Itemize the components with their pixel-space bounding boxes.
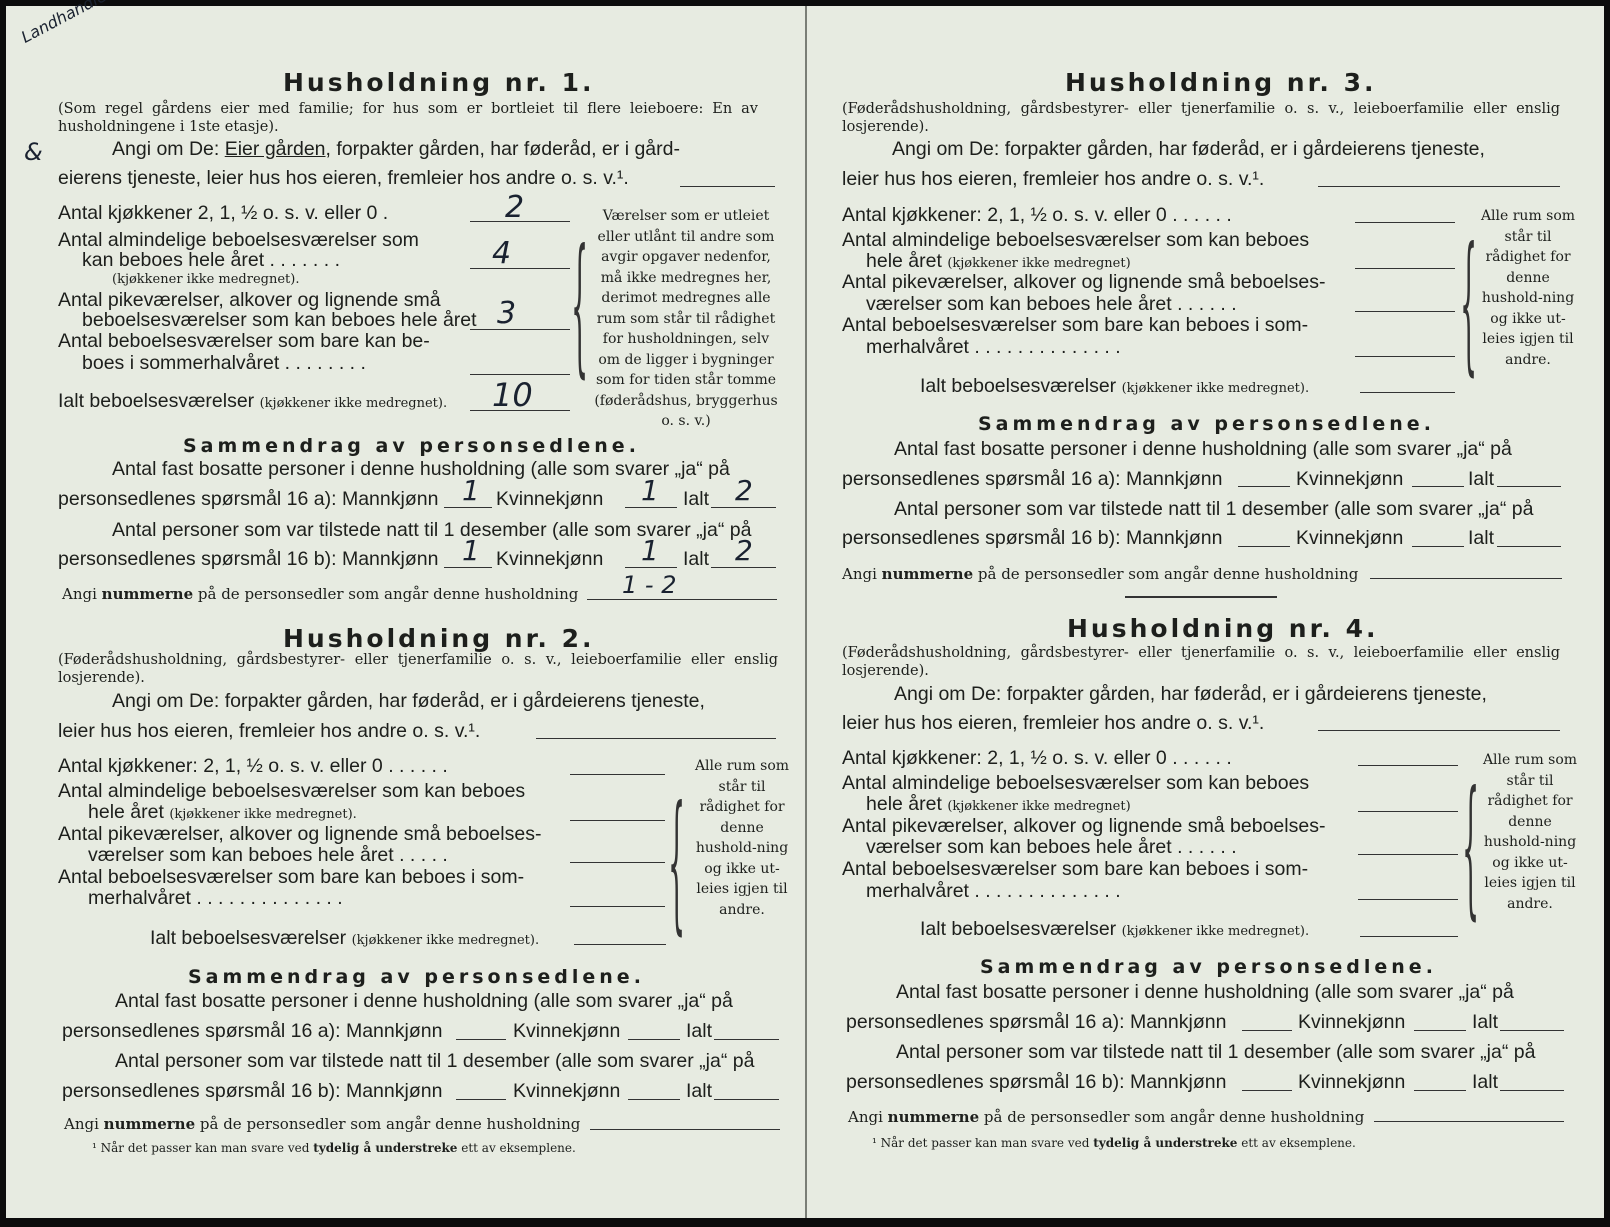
h1-fast-kvinne-value: 1 <box>641 474 659 507</box>
h3-kjokkener-label: Antal kjøkkener: 2, 1, ½ o. s. v. eller 0 . . . . . . <box>842 204 1232 226</box>
h2-tilst-kvinne-label: Kvinnekjønn <box>513 1080 621 1102</box>
h2-nummer-pre: Angi <box>64 1115 104 1133</box>
h4-pike-line2: værelser som kan beboes hele året . . . . . . <box>866 836 1237 858</box>
h4-summary-title: Sammendrag av personsedlene. <box>980 956 1437 978</box>
h4-alm-pre: hele året <box>866 793 948 815</box>
h3-tilst-mann-rule <box>1238 546 1290 547</box>
h4-angi-line2: leier hus hos eieren, fremleier hos andre o. s. v.¹. <box>842 712 1265 734</box>
h3-tilst-kvinne-label: Kvinnekjønn <box>1296 527 1404 549</box>
h2-sommer-line1: Antal beboelsesværelser som bare kan beboes i som- <box>58 866 525 888</box>
h1-nummer-bold: nummerne <box>101 585 194 603</box>
h3-side-note: Alle rum som står til rådighet for denne hushold-ning og ikke ut-leies igjen til andre. <box>1480 208 1576 368</box>
h2-fast-ialt-rule <box>714 1039 779 1040</box>
h4-ialt-line <box>920 918 1309 943</box>
h3-fast-kvinne-rule <box>1412 486 1464 487</box>
h1-fast-label: personsedlenes spørsmål 16 a): Mannkjønn <box>58 488 439 510</box>
h2-nummer-line <box>64 1113 580 1135</box>
h2-footnote <box>92 1141 576 1155</box>
h2-ialt-note: (kjøkkener ikke medregnet). <box>351 933 540 948</box>
h1-alm-line1: Antal almindelige beboelsesværelser som <box>58 229 419 251</box>
h2-fast-line2: personsedlenes spørsmål 16 a): Mannkjønn <box>62 1020 443 1042</box>
h4-alm-note: (kjøkkener ikke medregnet) <box>947 799 1131 814</box>
h4-note: (Føderådshusholdning, gårdsbestyrer- eller tjenerfamilie o. s. v., leieboerfamilie eller enslig losjerende). <box>842 645 1560 679</box>
h2-alm-note: (kjøkkener ikke medregnet). <box>169 807 357 822</box>
h1-alm-rule <box>470 268 570 269</box>
h1-kjokkener-value: 2 <box>505 190 525 225</box>
h2-sommer-line2: merhalvåret . . . . . . . . . . . . . . <box>88 887 343 909</box>
h1-angi-pre: Angi om De: <box>112 138 225 160</box>
h3-sommer-line2: merhalvåret . . . . . . . . . . . . . . <box>866 336 1121 358</box>
h2-tilst-line1: Antal personer som var tilstede natt til 1 desember (alle som svarer „ja“ på <box>115 1050 755 1072</box>
h3-kjokkener-rule <box>1355 222 1455 223</box>
h1-tilst-kvinne-rule <box>625 567 677 568</box>
h2-angi-rule <box>536 738 776 739</box>
h2-pike-rule <box>570 862 665 863</box>
h2-ialt-line <box>150 927 539 952</box>
h2-footnote-bold: tydelig å understreke <box>313 1141 458 1155</box>
h3-tilst-kvinne-rule <box>1412 546 1464 547</box>
h2-kjokkener-rule <box>570 774 665 775</box>
h4-tilst-line1: Antal personer som var tilstede natt til 1 desember (alle som svarer „ja“ på <box>896 1041 1536 1063</box>
h2-tilst-ialt-label: Ialt <box>686 1080 713 1102</box>
h4-nummer-pre: Angi <box>848 1108 888 1126</box>
h4-sommer-line1: Antal beboelsesværelser som bare kan beboes i som- <box>842 858 1309 880</box>
h1-angi-line1 <box>112 138 680 160</box>
h2-footnote-post: ett av eksemplene. <box>457 1141 576 1155</box>
h2-pike-line1: Antal pikeværelser, alkover og lignende små beboelses- <box>58 823 542 845</box>
h3-h4-divider <box>1125 596 1277 598</box>
h1-tilst-ialt-value: 2 <box>735 534 753 567</box>
h4-nummer-line <box>848 1106 1364 1128</box>
h1-summary-title: Sammendrag av personsedlene. <box>183 435 640 457</box>
h4-tilst-line2: personsedlenes spørsmål 16 b): Mannkjønn <box>846 1071 1227 1093</box>
h1-fast-kvinne-rule <box>625 507 677 508</box>
h4-ialt-label: Ialt beboelsesværelser <box>920 918 1117 940</box>
h4-sommer-rule <box>1358 899 1458 900</box>
h4-fast-kvinne-label: Kvinnekjønn <box>1298 1011 1406 1033</box>
h3-nummer-pre: Angi <box>842 565 882 583</box>
h3-summary-title: Sammendrag av personsedlene. <box>978 413 1435 435</box>
h4-nummer-bold: nummerne <box>887 1108 980 1126</box>
h2-title: Husholdning nr. 2. <box>283 624 595 653</box>
h1-tilst-kvinne-label: Kvinnekjønn <box>496 548 604 570</box>
h1-tilst-ialt-rule <box>711 567 776 568</box>
h1-sommer-rule <box>470 374 570 375</box>
h1-fast-line1: Antal fast bosatte personer i denne husholdning (alle som svarer „ja“ på <box>112 458 730 480</box>
h4-angi-line1: Angi om De: forpakter gården, har føderåd, er i gårdeierens tjeneste, <box>894 683 1487 705</box>
h1-pike-line2: beboelsesværelser som kan beboes hele året <box>82 309 477 331</box>
h3-alm-rule <box>1355 268 1455 269</box>
h1-note: (Som regel gårdens eier med familie; for hus som er bortleiet til flere leieboere: En av husholdningene i 1ste etasje). <box>58 101 758 135</box>
h3-nummer-line <box>842 563 1358 585</box>
h4-fast-ialt-label: Ialt <box>1472 1011 1499 1033</box>
h2-nummer-bold: nummerne <box>103 1115 196 1133</box>
h1-nummer-rule <box>587 599 777 600</box>
h1-pike-value: 3 <box>497 296 517 331</box>
h1-tilst-kvinne-value: 1 <box>641 534 659 567</box>
h1-nummer-pre: Angi <box>62 585 102 603</box>
h1-fast-kvinne-label: Kvinnekjønn <box>496 488 604 510</box>
h3-tilst-ialt-label: Ialt <box>1468 527 1495 549</box>
h4-footnote <box>872 1136 1356 1150</box>
h3-sommer-line1: Antal beboelsesværelser som bare kan beboes i som- <box>842 314 1309 336</box>
h4-tilst-kvinne-rule <box>1414 1090 1466 1091</box>
h1-fast-line2 <box>58 488 438 510</box>
h1-tilst-line1: Antal personer som var tilstede natt til 1 desember (alle som svarer „ja“ på <box>112 519 752 541</box>
h4-pike-line1: Antal pikeværelser, alkover og lignende små beboelses- <box>842 815 1326 837</box>
h3-alm-note: (kjøkkener ikke medregnet) <box>947 256 1131 271</box>
h1-fast-ialt-rule <box>711 507 776 508</box>
h1-fast-mann-value: 1 <box>462 474 480 507</box>
h2-tilst-mann-rule <box>456 1099 506 1100</box>
h2-kjokkener-label: Antal kjøkkener: 2, 1, ½ o. s. v. eller 0 . . . . . . <box>58 755 448 777</box>
h3-ialt-note: (kjøkkener ikke medregnet). <box>1121 381 1310 396</box>
h1-nummer-post: på de personsedler som angår denne husholdning <box>193 585 579 603</box>
h3-title: Husholdning nr. 3. <box>1065 68 1377 97</box>
h3-sommer-rule <box>1355 356 1455 357</box>
h2-sommer-rule <box>570 906 665 907</box>
h4-ialt-rule <box>1360 936 1458 937</box>
h4-sommer-line2: merhalvåret . . . . . . . . . . . . . . <box>866 880 1121 902</box>
h1-angi-line2: eierens tjeneste, leier hus hos eieren, fremleier hos andre o. s. v.¹. <box>58 167 629 189</box>
h4-fast-mann-rule <box>1242 1030 1292 1031</box>
page-gutter <box>805 6 807 1218</box>
h4-brace: { <box>1462 760 1480 934</box>
h4-footnote-pre: ¹ Når det passer kan man svare ved <box>872 1136 1094 1150</box>
h3-pike-line1: Antal pikeværelser, alkover og lignende små beboelses- <box>842 271 1326 293</box>
h3-pike-line2: værelser som kan beboes hele året . . . . . . <box>866 293 1237 315</box>
h4-pike-rule <box>1358 854 1458 855</box>
h4-fast-ialt-rule <box>1500 1030 1564 1031</box>
h1-kjokkener-label: Antal kjøkkener 2, 1, ½ o. s. v. eller 0 . <box>58 202 389 224</box>
h4-side-note: Alle rum som står til rådighet for denne hushold-ning og ikke ut-leies igjen til andre. <box>1482 752 1578 912</box>
h3-note: (Føderådshusholdning, gårdsbestyrer- eller tjenerfamilie o. s. v., leieboerfamilie eller enslig losjerende). <box>842 101 1560 135</box>
h2-pike-line2: værelser som kan beboes hele året . . . . . <box>88 844 448 866</box>
h1-tilst-mann-value: 1 <box>462 534 480 567</box>
h1-pike-line1: Antal pikeværelser, alkover og lignende små <box>58 289 441 311</box>
h4-alm-rule <box>1358 811 1458 812</box>
h3-angi-rule <box>1318 186 1560 187</box>
h4-nummer-rule <box>1374 1121 1564 1122</box>
h1-fast-ialt-value: 2 <box>735 474 753 507</box>
h3-fast-line1: Antal fast bosatte personer i denne husholdning (alle som svarer „ja“ på <box>894 438 1512 460</box>
h3-fast-ialt-rule <box>1497 486 1561 487</box>
h2-footnote-pre: ¹ Når det passer kan man svare ved <box>92 1141 314 1155</box>
h1-alm-note: (kjøkkener ikke medregnet). <box>112 272 300 287</box>
h1-tilst-label: personsedlenes spørsmål 16 b): Mannkjønn <box>58 548 439 570</box>
h4-footnote-bold: tydelig å understreke <box>1093 1136 1238 1150</box>
h4-fast-kvinne-rule <box>1414 1030 1466 1031</box>
h1-fast-mann-rule <box>444 507 492 508</box>
h2-side-note: Alle rum som står til rådighet for denne hushold-ning og ikke ut-leies igjen til andre. <box>694 758 790 918</box>
h2-tilst-ialt-rule <box>714 1099 779 1100</box>
h4-alm-line1: Antal almindelige beboelsesværelser som kan beboes <box>842 772 1310 794</box>
h3-nummer-bold: nummerne <box>881 565 974 583</box>
h1-angi-post: forpakter gården, har føderåd, er i gård- <box>330 138 680 160</box>
h1-side-note: Værelser som er utleiet eller utlånt til andre som avgir opgaver nedenfor, må ikke medregnes her, derimot medregnes alle rum som står til rådighet for husholdningen, selv om de ligger i bygninger som for tiden står tomme (føderådshus, bryggerhus o. s. v.) <box>594 208 778 429</box>
h1-fast-ialt-label: Ialt <box>683 488 710 510</box>
h4-footnote-post: ett av eksemplene. <box>1237 1136 1356 1150</box>
h2-summary-title: Sammendrag av personsedlene. <box>188 966 645 988</box>
h2-nummer-rule <box>590 1129 780 1130</box>
h2-ialt-label: Ialt beboelsesværelser <box>150 927 347 949</box>
h1-tilst-line2 <box>58 548 438 570</box>
h3-brace: { <box>1460 216 1478 390</box>
h3-fast-kvinne-label: Kvinnekjønn <box>1296 468 1404 490</box>
h1-pike-rule <box>470 329 570 330</box>
h4-fast-line1: Antal fast bosatte personer i denne husholdning (alle som svarer „ja“ på <box>896 981 1514 1003</box>
h4-tilst-mann-rule <box>1242 1090 1292 1091</box>
h4-angi-rule <box>1318 730 1560 731</box>
h1-ialt-label: Ialt beboelsesværelser <box>58 390 255 412</box>
h2-fast-line1: Antal fast bosatte personer i denne husholdning (alle som svarer „ja“ på <box>115 990 733 1012</box>
h2-nummer-post: på de personsedler som angår denne husholdning <box>195 1115 581 1133</box>
h1-brace: { <box>571 218 589 392</box>
h4-kjokkener-label: Antal kjøkkener: 2, 1, ½ o. s. v. eller 0 . . . . . . <box>842 747 1232 769</box>
h1-tilst-ialt-label: Ialt <box>683 548 710 570</box>
h1-tilst-mann-rule <box>444 567 492 568</box>
h4-title: Husholdning nr. 4. <box>1067 614 1379 643</box>
h1-ialt-value: 10 <box>492 376 533 414</box>
h1-nummer-line <box>62 583 578 605</box>
h2-angi-line2: leier hus hos eieren, fremleier hos andre o. s. v.¹. <box>58 720 481 742</box>
h4-tilst-ialt-rule <box>1500 1090 1564 1091</box>
h4-ialt-note: (kjøkkener ikke medregnet). <box>1121 924 1310 939</box>
h3-fast-line2: personsedlenes spørsmål 16 a): Mannkjønn <box>842 468 1223 490</box>
h3-ialt-rule <box>1360 392 1455 393</box>
h3-ialt-label: Ialt beboelsesværelser <box>920 375 1117 397</box>
h2-tilst-kvinne-rule <box>628 1099 680 1100</box>
h1-title: Husholdning nr. 1. <box>283 68 595 97</box>
h2-fast-kvinne-label: Kvinnekjønn <box>513 1020 621 1042</box>
h2-note: (Føderådshusholdning, gårdsbestyrer- eller tjenerfamilie o. s. v., leieboerfamilie eller enslig losjerende). <box>58 652 778 686</box>
h2-alm-pre: hele året <box>88 801 170 823</box>
h3-fast-ialt-label: Ialt <box>1468 468 1495 490</box>
h2-tilst-line2: personsedlenes spørsmål 16 b): Mannkjønn <box>62 1080 443 1102</box>
h4-tilst-kvinne-label: Kvinnekjønn <box>1298 1071 1406 1093</box>
margin-mark: & <box>24 138 43 166</box>
h3-ialt-line <box>920 375 1309 400</box>
h4-tilst-ialt-label: Ialt <box>1472 1071 1499 1093</box>
h1-angi-rule <box>680 186 775 187</box>
h2-fast-mann-rule <box>456 1039 506 1040</box>
h3-angi-line2: leier hus hos eieren, fremleier hos andre o. s. v.¹. <box>842 168 1265 190</box>
h2-alm-line1: Antal almindelige beboelsesværelser som kan beboes <box>58 780 526 802</box>
h3-alm-pre: hele året <box>866 250 948 272</box>
h4-nummer-post: på de personsedler som angår denne husholdning <box>979 1108 1365 1126</box>
h2-fast-ialt-label: Ialt <box>686 1020 713 1042</box>
h3-tilst-line1: Antal personer som var tilstede natt til 1 desember (alle som svarer „ja“ på <box>894 498 1534 520</box>
h2-ialt-rule <box>574 944 666 945</box>
h2-angi-line1: Angi om De: forpakter gården, har føderåd, er i gårdeierens tjeneste, <box>112 690 705 712</box>
h4-kjokkener-rule <box>1358 765 1458 766</box>
h4-fast-line2: personsedlenes spørsmål 16 a): Mannkjønn <box>846 1011 1227 1033</box>
h3-tilst-ialt-rule <box>1497 546 1561 547</box>
h3-fast-mann-rule <box>1238 486 1290 487</box>
h3-angi-line1: Angi om De: forpakter gården, har føderåd, er i gårdeierens tjeneste, <box>892 138 1485 160</box>
h3-nummer-rule <box>1370 578 1562 579</box>
h1-alm-value: 4 <box>492 236 512 271</box>
h2-brace: { <box>668 775 686 949</box>
h1-sommer-line2: boes i sommerhalvåret . . . . . . . . <box>82 352 366 374</box>
h1-angi-answer: Eier gården, <box>224 138 331 160</box>
h3-pike-rule <box>1355 311 1455 312</box>
h1-ialt-note: (kjøkkener ikke medregnet). <box>259 396 448 411</box>
h3-tilst-line2: personsedlenes spørsmål 16 b): Mannkjønn <box>842 527 1223 549</box>
h3-alm-line1: Antal almindelige beboelsesværelser som kan beboes <box>842 229 1310 251</box>
h2-fast-kvinne-rule <box>628 1039 680 1040</box>
h1-nummer-value: 1 - 2 <box>622 571 677 599</box>
h1-ialt-line <box>58 390 447 415</box>
h2-alm-rule <box>570 820 665 821</box>
h1-sommer-line1: Antal beboelsesværelser som bare kan be- <box>58 330 430 352</box>
h1-alm-line2: kan beboes hele året . . . . . . . <box>82 249 340 271</box>
h3-nummer-post: på de personsedler som angår denne husholdning <box>973 565 1359 583</box>
